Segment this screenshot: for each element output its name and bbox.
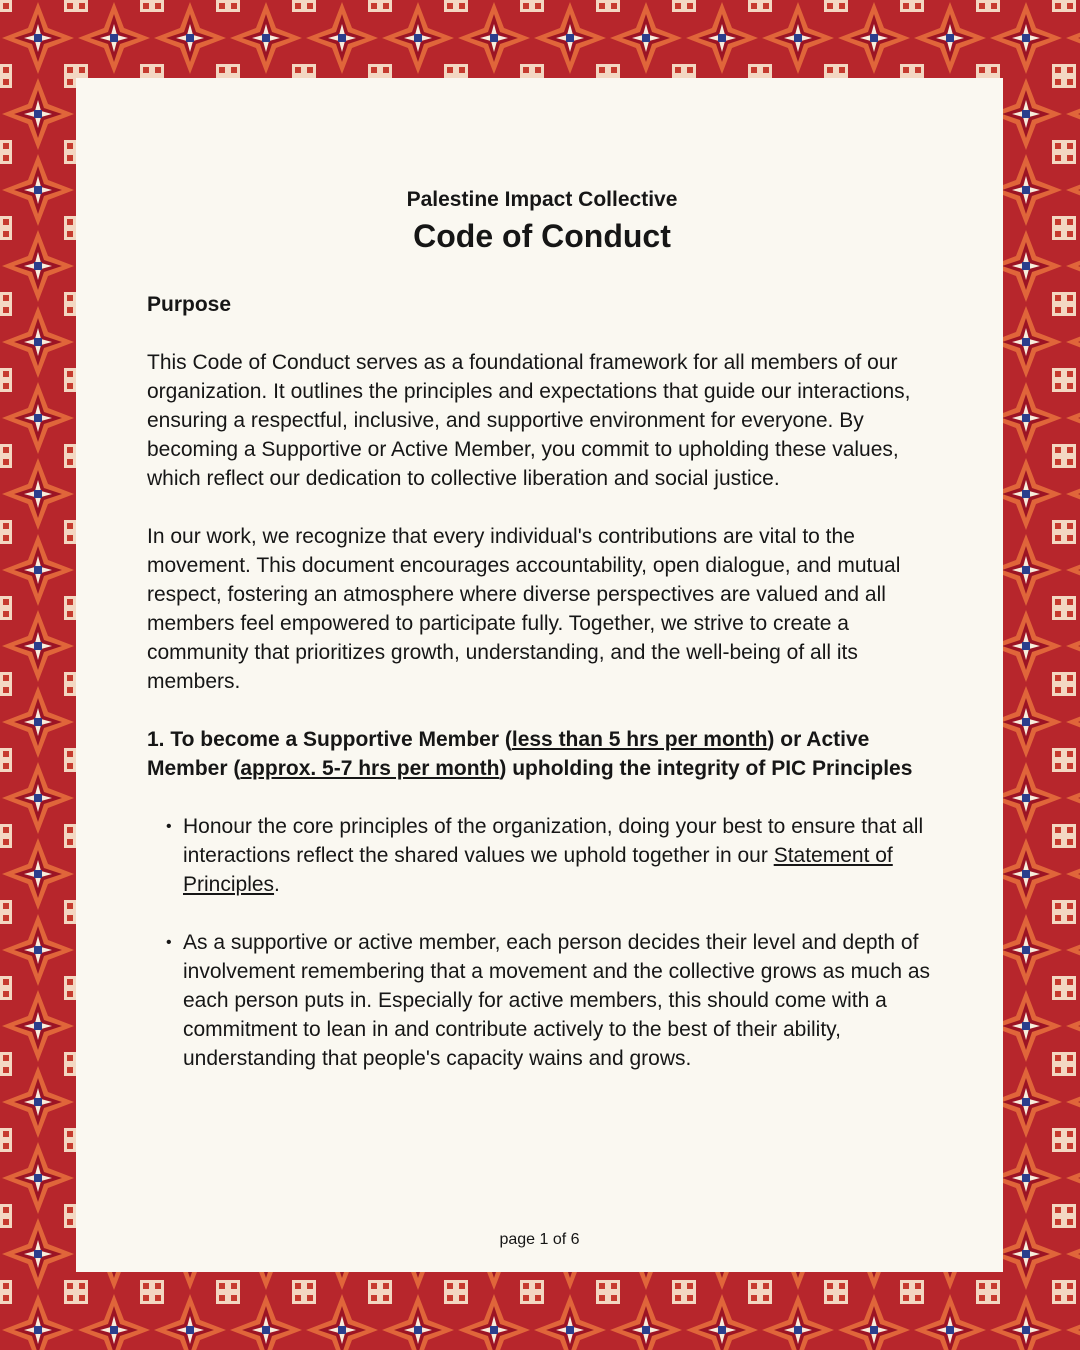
point-1-heading <box>147 725 937 783</box>
bullet-icon: • <box>166 818 172 835</box>
bullet-icon: • <box>166 934 172 951</box>
point-1-prefix: 1. To become a Supportive Member ( <box>147 728 512 751</box>
point-1-bullets <box>147 812 937 1073</box>
statement-of-principles-link[interactable]: Statement of Principles <box>183 844 893 896</box>
organization-name: Palestine Impact Collective <box>406 188 678 211</box>
document-title: Code of Conduct <box>413 218 671 254</box>
document-content <box>147 186 937 1102</box>
purpose-paragraph-1: This Code of Conduct serves as a foundational framework for all members of our organization. It outlines the principles and expectations that guide our interactions, ensuring a respectful, inclusive, and supportive environment for everyone. By becoming a Supportive or Active Member, you commit to upholding these values, which reflect our dedication to collective liberation and social justice. <box>147 351 911 490</box>
bullet-text: Honour the core principles of the organization, doing your best to ensure that all interactions reflect the shared values we uphold together in our <box>183 815 924 867</box>
page-number: page 1 of 6 <box>499 1231 580 1248</box>
bullet-text-end: . <box>274 873 280 896</box>
purpose-heading: Purpose <box>147 293 232 316</box>
point-1-suffix: ) upholding the integrity of PIC Principles <box>499 757 913 780</box>
list-item <box>147 928 937 1073</box>
supportive-hours: less than 5 hrs per month <box>511 728 768 751</box>
bullet-text: As a supportive or active member, each person decides their level and depth of involvement remembering that a movement and the collective grows as much as each person puts in. Especially for active members, this should come with a commitment to lean in and contribute actively to the best of their ability, understanding that people's capacity wains and grows. <box>183 931 931 1070</box>
purpose-paragraph-2: In our work, we recognize that every individual's contributions are vital to the movement. This document encourages accountability, open dialogue, and mutual respect, fostering an atmosphere where diverse perspectives are valued and all members feel empowered to participate fully. Together, we strive to create a community that prioritizes growth, understanding, and the well-being of all its members. <box>147 525 901 693</box>
point-1-middle: ) or Active Member ( <box>147 728 870 780</box>
active-hours: approx. 5-7 hrs per month <box>240 757 500 780</box>
list-item <box>147 812 937 899</box>
